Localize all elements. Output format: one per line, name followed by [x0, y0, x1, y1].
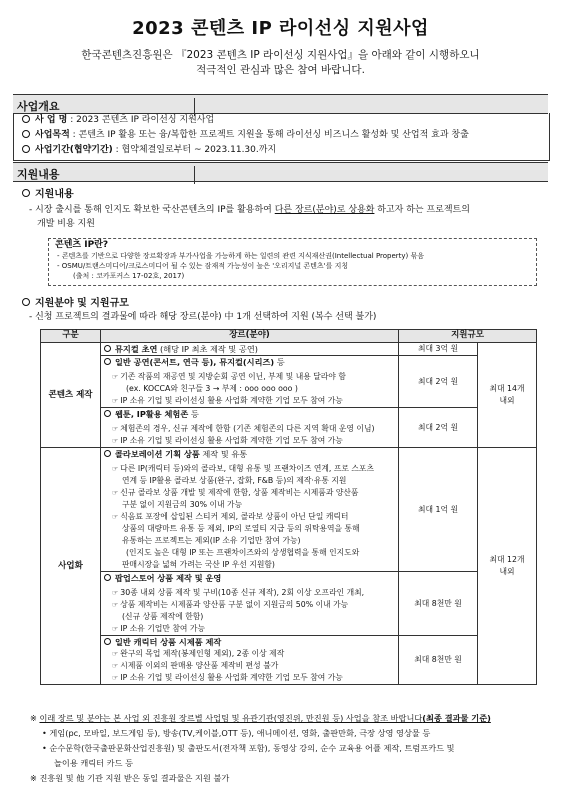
circle-bullet-icon: [104, 345, 111, 352]
ip-definition-line-2: - OSMU/트랜스미디어/크로스미디어 될 수 있는 잠재적 가능성이 높은 '오리지널 콘텐츠'를 지칭: [57, 262, 349, 270]
genre-character-prototype: 일반 캐릭터 상품 시제품 제작 ☞ 완구의 목업 제작(봉제인형 제외), 2종 이상 제작 ☞ 시제품 이외의 판매용 양산품 제작비 편성 불가 ☞ IP 소유 기업 및 라이선싱 활용 사업화 계약한 기업 모두 참여 가능: [101, 636, 399, 685]
circle-bullet-icon: [104, 638, 111, 645]
pointer-arrow-icon: ☞: [112, 373, 119, 381]
pointer-arrow-icon: ☞: [112, 662, 119, 670]
table-header-row: [41, 330, 537, 343]
ip-definition-line-1: - 콘텐츠를 기반으로 다양한 장르확장과 부가사업을 가능하게 하는 일련의 관련 지식재산권(Intellectual Property) 묶음: [57, 252, 425, 260]
genre-performance: 일반 공연(콘서트, 연극 등), 뮤지컬(시리즈) 등 ☞ 기존 작품의 재공연 및 지방순회 공연 이닌, 부제 및 내용 달라야 함 (ex. KOCCA와 친구들 3 → 부제 : ooo ooo ooo ) ☞ IP 소유 기업 및 라이선싱 활용 사업화 계약한 기업 모두 참여 가능: [101, 356, 399, 408]
pointer-arrow-icon: ☞: [112, 601, 119, 609]
circle-bullet-icon: [104, 410, 111, 417]
genre-experience-zone: 웹툰, IP활용 체험존 등 ☞ 체험존의 경우, 신규 제작에 한함 (기존 체험존의 다른 지역 확대 운영 이님) ☞ IP 소유 기업 및 라이선싱 활용 사업화 계약한 기업 모두 참여 가능: [101, 408, 399, 448]
footnote-3-cont: 놀이용 캐릭터 카드 등: [54, 758, 133, 768]
circle-bullet-icon: [22, 298, 30, 306]
support-content-title: 지원내용: [22, 185, 74, 200]
category-content-production: 콘텐츠 제작: [41, 343, 101, 448]
budget-experience-zone: 최대 2억 원: [399, 408, 478, 448]
genre-underlined-text: 다른 장르(분야)로 상용화: [274, 205, 375, 215]
genre-popup-store: 팝업스토어 상품 제작 및 운영 ☞ 30종 내외 상품 제작 및 구비(10종 신규 제작), 2회 이상 오프라인 개최, ☞ 상품 제작비는 시제품과 양산품 구분 없이 지원금의 50% 이내 가능 (신규 상품 제작에 한함) ☞ IP 소유 기업만 참여 가능: [101, 572, 399, 636]
table-header-genre: 장르(분야): [101, 330, 399, 343]
pointer-arrow-icon: ☞: [112, 625, 119, 633]
circle-bullet-icon: [22, 189, 30, 197]
circle-bullet-icon: [22, 115, 30, 123]
intro-line-1: 한국콘텐츠진흥원은 『2023 콘텐츠 IP 라이선싱 지원사업』을 아래와 같이 시행하오니: [81, 49, 480, 61]
ip-definition-title: 콘텐츠 IP란?: [55, 240, 109, 250]
pointer-arrow-icon: ☞: [112, 465, 119, 473]
footnote-3: • 순수문학(한국출판문화산업진흥원) 및 출판도서(전자책 포함), 동영상 강의, 순수 교육용 어플 제작, 트럼프카드 및: [42, 743, 455, 753]
budget-popup-store: 최대 8천만 원: [399, 572, 478, 636]
pointer-arrow-icon: ☞: [112, 674, 119, 682]
budget-performance: 최대 2억 원: [399, 356, 478, 408]
circle-bullet-icon: [22, 145, 30, 153]
footnote-1: ※ 이래 장르 및 분야는 본 사업 외 진흥원 장르별 사업팀 및 유관기관(영진위, 만진원 등) 사업을 참조 바랍니다(최종 결과물 기준): [30, 713, 491, 723]
table-row: [41, 343, 537, 356]
total-content-production: 최대 14개 내외: [478, 343, 537, 448]
pointer-arrow-icon: ☞: [112, 397, 119, 405]
total-commercialization: 최대 12개 내외: [478, 448, 537, 685]
ip-definition-box: [48, 238, 537, 286]
project-period-label: 사업기간(협약기간): [35, 145, 113, 155]
circle-bullet-icon: [104, 574, 111, 581]
pointer-arrow-icon: ☞: [112, 589, 119, 597]
project-purpose-row: [22, 128, 469, 142]
support-scale-title: 지원분야 및 지원규모: [22, 294, 129, 309]
pointer-arrow-icon: ☞: [112, 437, 119, 445]
table-row: [41, 448, 537, 572]
support-section-header: [13, 162, 548, 182]
circle-bullet-icon: [22, 130, 30, 138]
budget-character-prototype: 최대 8천만 원: [399, 636, 478, 685]
support-scale-paragraph: - 신청 프로젝트의 결과물에 따라 해당 장르(분야) 中 1개 선택하여 지원 (복수 선택 불가): [29, 312, 377, 322]
genre-musical: 뮤지컬 초연 (해당 IP 최초 제작 및 공연): [101, 343, 399, 356]
project-period-row: [22, 143, 276, 157]
support-table: [40, 329, 537, 685]
circle-bullet-icon: [104, 358, 111, 365]
footnote-4: ※ 진흥원 및 他 기관 지원 받은 동일 결과물은 지원 불가: [30, 773, 230, 783]
table-row: [41, 408, 537, 448]
overview-header-label: 사업개요: [13, 98, 195, 116]
footnotes: [30, 711, 555, 786]
table-header-scale: 지원규모: [399, 330, 537, 343]
intro-text: [0, 48, 561, 78]
project-name-label: 사 업 명: [35, 115, 68, 125]
ip-definition-source: (출처 : 코카포커스 17-02호, 2017): [73, 272, 185, 280]
page-title: 2023 콘텐츠 IP 라이선싱 지원사업: [132, 18, 429, 39]
support-header-label: 지원내용: [13, 166, 195, 184]
pointer-arrow-icon: ☞: [112, 650, 119, 658]
project-name-value: : 2023 콘텐츠 IP 라이선싱 지원사업: [67, 115, 215, 125]
circle-bullet-icon: [104, 450, 111, 457]
pointer-arrow-icon: ☞: [112, 425, 119, 433]
pointer-arrow-icon: ☞: [112, 489, 119, 497]
overview-section-header: [13, 94, 548, 114]
pointer-arrow-icon: ☞: [112, 513, 119, 521]
budget-collaboration: 최대 1억 원: [399, 448, 478, 572]
genre-collaboration: 콜라보레이션 기획 상품 제작 및 유통 ☞ 다른 IP(캐릭터 등)와의 콜라보, 대형 유통 및 프랜차이즈 연계, 프로 스포츠 연계 등 IP활용 콜라보 상품(완구, 잡화, F&B 등)의 제작·유통 지원 ☞ 신규 콜라보 상품 개발 및 제작에 한함, 상품 제작비는 시제품과 양산품 구분 없이 지원금의 30% 이내 가능 ☞ 식음료 포장에 삽입된 스티커 제외, 콜라보 상품이 아닌 단일 캐릭터 상품의 대량마트 유통 등 제외, IP의 로열티 지급 등의 위탁용역을 통해 유통하는 프로젝트는 제외(IP 소유 기업만 참여 가능) (인지도 높은 대형 IP 또는 프랜차이즈와의 상생협력을 통해 인지도와 판매시장을 넓혀 가려는 국산 IP 우선 지원함): [101, 448, 399, 572]
table-row: [41, 636, 537, 685]
support-content-paragraph: - 시장 출시를 통해 인지도 확보한 국산콘텐츠의 IP를 활용하여 다른 장르(분야)로 상용화 하고자 하는 프로젝트의 개발 비용 지원: [29, 205, 470, 229]
project-purpose-label: 사업목적: [35, 130, 70, 140]
table-row: [41, 356, 537, 408]
project-name-row: [22, 113, 214, 127]
intro-line-2: 적극적인 관심과 많은 참여 바랍니다.: [196, 64, 365, 76]
project-purpose-value: : 콘텐츠 IP 활용 또는 융/복합한 프로젝트 지원을 통해 라이선싱 비즈니스 활성화 및 산업적 효과 창출: [69, 130, 469, 140]
footnote-2: • 게임(pc, 모바일, 보드게임 등), 방송(TV,케이블,OTT 등), 애니메이션, 영화, 출판만화, 극장 상영 영상물 등: [42, 728, 431, 738]
budget-musical: 최대 3억 원: [399, 343, 478, 356]
table-header-category: 구분: [41, 330, 101, 343]
category-commercialization: 사업화: [41, 448, 101, 685]
project-period-value: : 협약체결일로부터 ~ 2023.11.30.까지: [112, 145, 277, 155]
table-row: [41, 572, 537, 636]
